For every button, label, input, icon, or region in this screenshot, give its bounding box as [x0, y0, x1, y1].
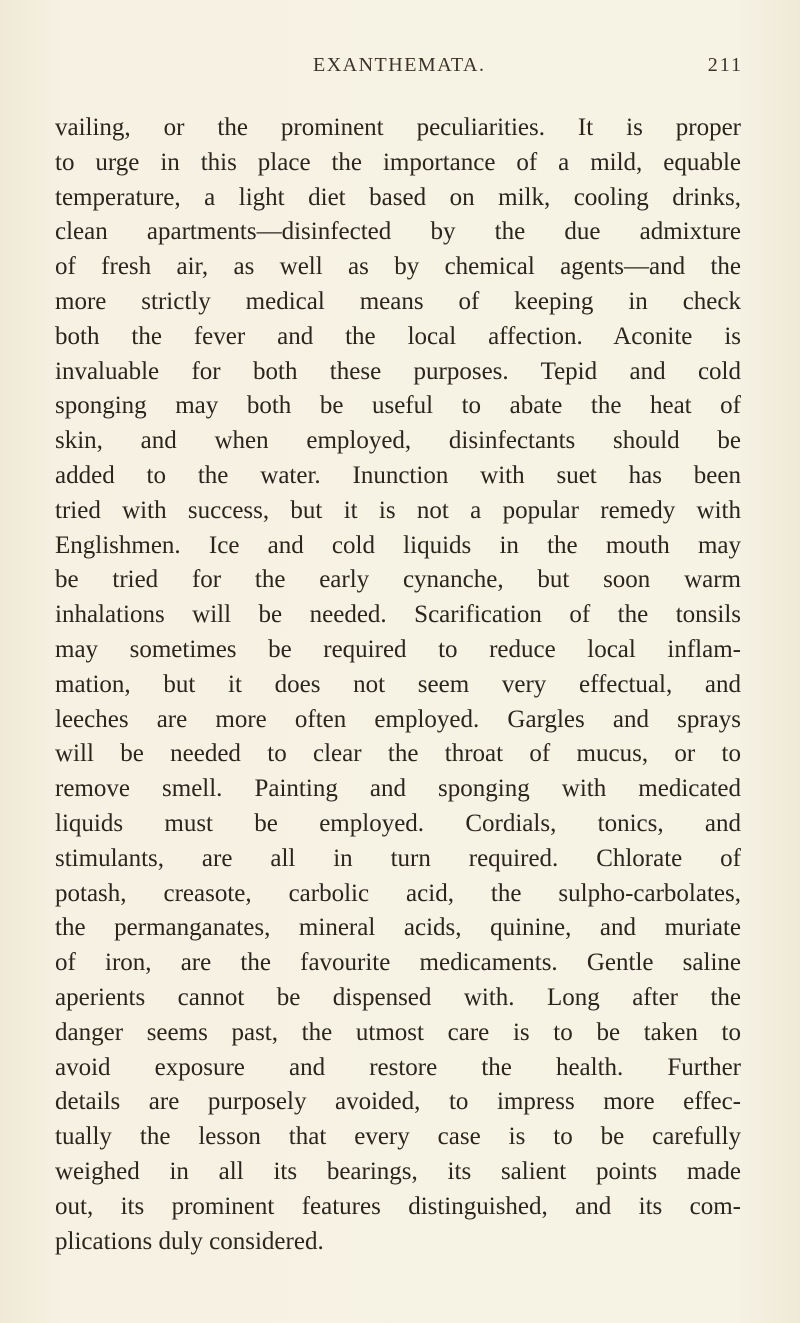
text-line: invaluable for both these purposes. Tepid and cold — [55, 357, 741, 385]
text-line: plications duly considered. — [55, 1227, 324, 1255]
text-line: details are purposely avoided, to impress more effec- — [55, 1088, 741, 1116]
text-line: weighed in all its bearings, its salient points made — [55, 1157, 741, 1185]
text-line: sponging may both be useful to abate the heat of — [55, 392, 741, 420]
text-line: leeches are more often employed. Gargles and sprays — [55, 705, 741, 733]
text-line: to urge in this place the importance of a mild, equable — [55, 148, 741, 176]
text-line: added to the water. Inunction with suet has been — [55, 461, 741, 489]
text-line: avoid exposure and restore the health. Further — [55, 1053, 741, 1081]
text-line: both the fever and the local affection. Aconite is — [55, 322, 741, 350]
text-line: Englishmen. Ice and cold liquids in the mouth may — [55, 531, 741, 559]
text-line: danger seems past, the utmost care is to be taken to — [55, 1018, 741, 1046]
text-line: inhalations will be needed. Scarification of the tonsils — [55, 601, 741, 629]
text-line: of fresh air, as well as by chemical agents—and the — [55, 253, 741, 281]
text-line: of iron, are the favourite medicaments. Gentle saline — [55, 949, 741, 977]
text-line: the permanganates, mineral acids, quinine, and muriate — [55, 914, 741, 942]
text-line: skin, and when employed, disinfectants should be — [55, 427, 741, 455]
text-line: aperients cannot be dispensed with. Long after the — [55, 983, 741, 1011]
text-line: vailing, or the prominent peculiarities. It is proper — [55, 114, 741, 141]
text-line: mation, but it does not seem very effectual, and — [55, 670, 741, 698]
page-number: 211 — [707, 54, 743, 76]
text-line: may sometimes be required to reduce local inflam- — [55, 635, 741, 663]
body-paragraph — [55, 111, 741, 1259]
text-line: potash, creasote, carbolic acid, the sulpho-carbolates, — [55, 879, 741, 907]
text-line: will be needed to clear the throat of mucus, or to — [55, 740, 741, 768]
text-line: be tried for the early cynanche, but soon warm — [55, 566, 741, 594]
running-head — [0, 54, 800, 84]
running-title: EXANTHEMATA. — [313, 54, 486, 76]
text-line: more strictly medical means of keeping in check — [55, 287, 741, 315]
text-line: stimulants, are all in turn required. Chlorate of — [55, 844, 741, 872]
text-line: remove smell. Painting and sponging with medicated — [55, 775, 741, 803]
text-line: temperature, a light diet based on milk, cooling drinks, — [55, 183, 741, 211]
text-line: tually the lesson that every case is to be carefully — [55, 1123, 741, 1151]
text-line: liquids must be employed. Cordials, tonics, and — [55, 809, 741, 837]
text-line: clean apartments—disinfected by the due admixture — [55, 218, 741, 246]
text-line: out, its prominent features distinguished, and its com- — [55, 1192, 741, 1220]
text-line: tried with success, but it is not a popular remedy with — [55, 496, 741, 524]
